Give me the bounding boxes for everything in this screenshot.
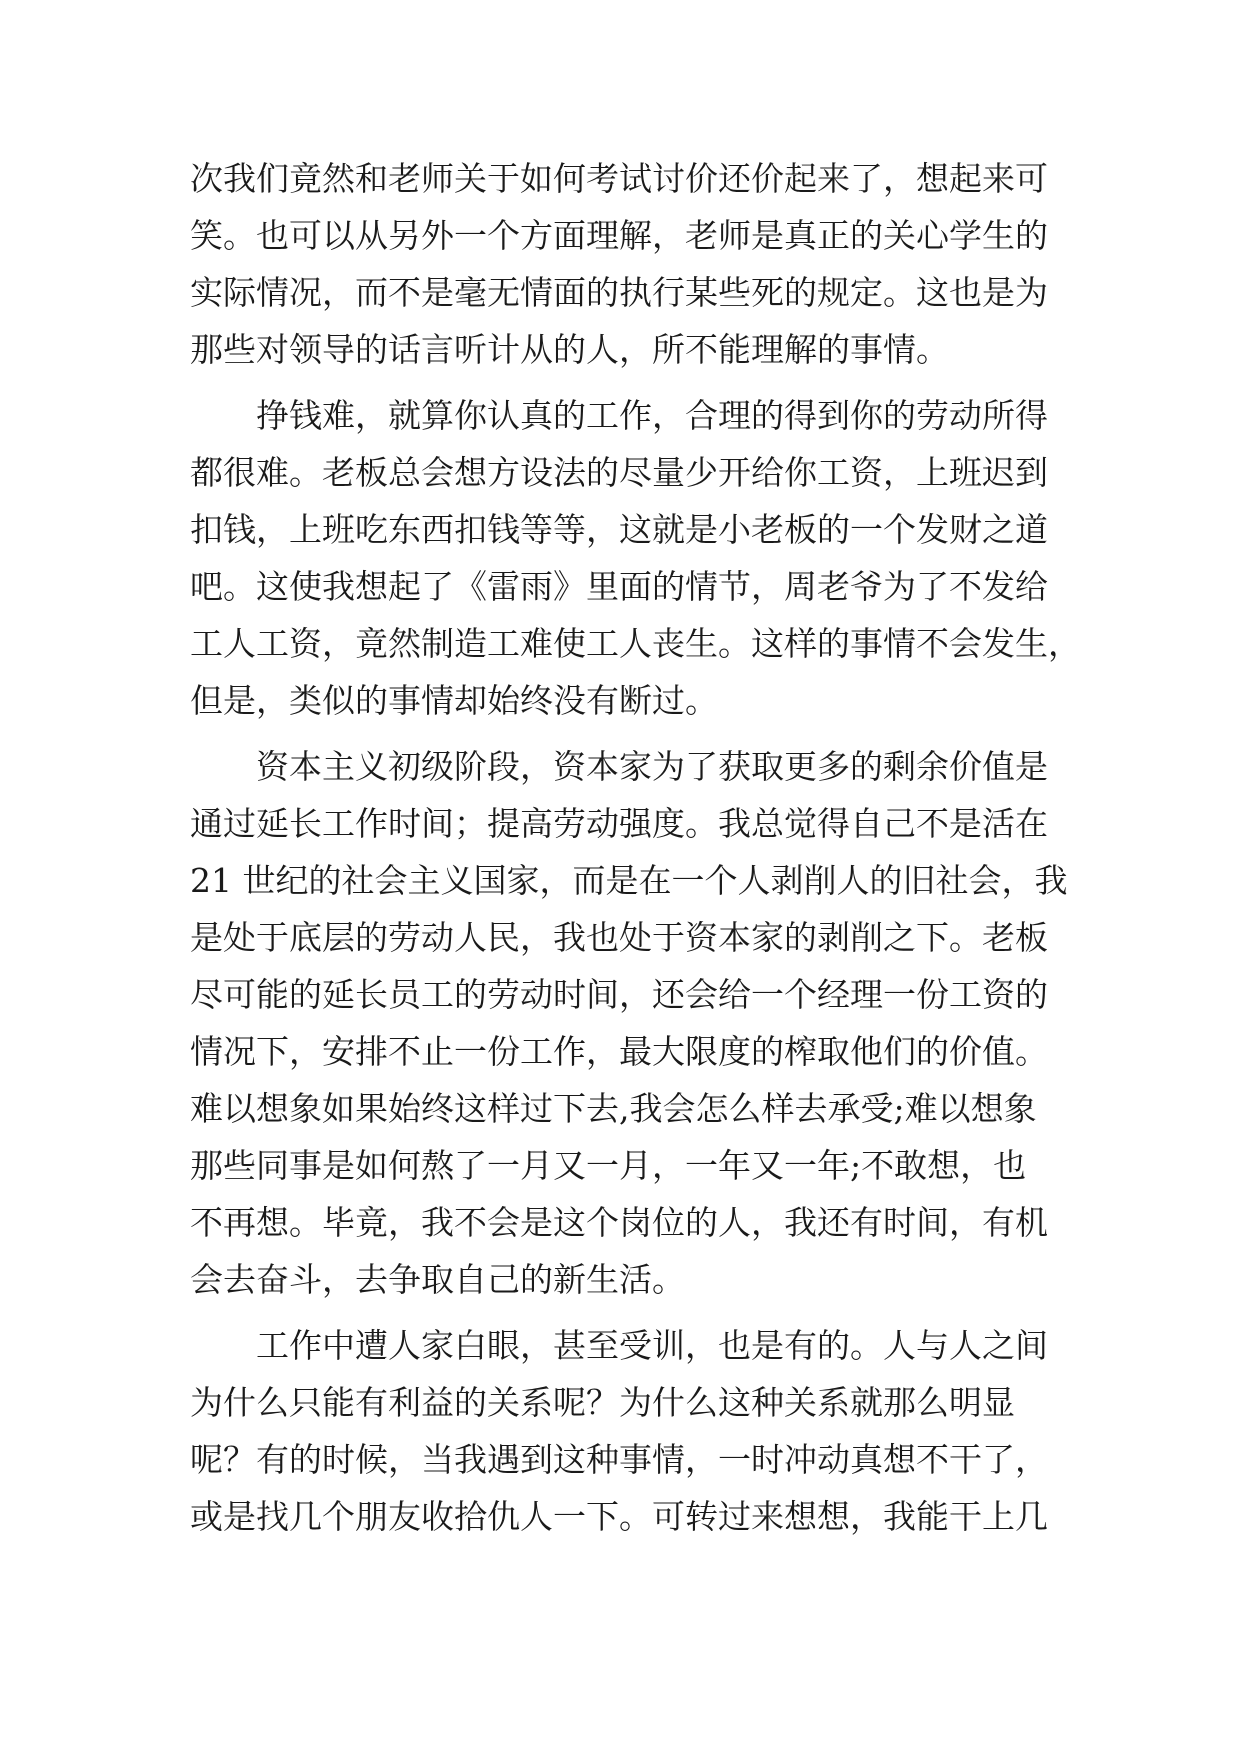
text-line: 吧。这使我想起了《雷雨》里面的情节，周老爷为了不发给 [190, 567, 1048, 606]
text-line: 为什么只能有利益的关系呢？为什么这种关系就那么明显 [190, 1383, 1015, 1422]
text-line: 或是找几个朋友收拾仇人一下。可转过来想想，我能干上几 [190, 1497, 1048, 1536]
text-line: 难以想象如果始终这样过下去,我会怎么样去承受;难以想象 [190, 1089, 1037, 1128]
text-line: 21 世纪的社会主义国家，而是在一个人剥削人的旧社会，我 [190, 861, 1068, 900]
text-line: 笑。也可以从另外一个方面理解，老师是真正的关心学生的 [190, 216, 1048, 255]
paragraph-gap [190, 378, 1065, 387]
paragraph-gap [190, 729, 1065, 738]
text-line: 工作中遭人家白眼，甚至受训，也是有的。人与人之间 [256, 1326, 1048, 1365]
text-line: 资本主义初级阶段，资本家为了获取更多的剩余价值是 [256, 747, 1048, 786]
text-line: 是处于底层的劳动人民，我也处于资本家的剥削之下。老板 [190, 918, 1048, 957]
paragraph-gap [190, 1308, 1065, 1317]
text-line: 呢？有的时候，当我遇到这种事情，一时冲动真想不干了， [190, 1440, 1048, 1479]
text-line: 挣钱难，就算你认真的工作，合理的得到你的劳动所得 [256, 396, 1048, 435]
text-line: 情况下，安排不止一份工作，最大限度的榨取他们的价值。 [190, 1032, 1048, 1071]
text-line: 那些对领导的话言听计从的人，所不能理解的事情。 [190, 330, 949, 369]
text-line: 工人工资，竟然制造工难使工人丧生。这样的事情不会发生， [190, 624, 1081, 663]
text-line: 通过延长工作时间；提高劳动强度。我总觉得自己不是活在 [190, 804, 1048, 843]
text-line: 会去奋斗，去争取自己的新生活。 [190, 1260, 685, 1299]
text-line: 次我们竟然和老师关于如何考试讨价还价起来了，想起来可 [190, 159, 1048, 198]
text-line: 尽可能的延长员工的劳动时间，还会给一个经理一份工资的 [190, 975, 1048, 1014]
paragraph [190, 150, 1065, 378]
text-line: 都很难。老板总会想方设法的尽量少开给你工资，上班迟到 [190, 453, 1048, 492]
paragraph [190, 738, 1068, 1308]
text-line: 扣钱，上班吃东西扣钱等等，这就是小老板的一个发财之道 [190, 510, 1048, 549]
paragraph [190, 1317, 1065, 1545]
text-line: 不再想。毕竟，我不会是这个岗位的人，我还有时间，有机 [190, 1203, 1048, 1242]
text-line: 那些同事是如何熬了一月又一月，一年又一年;不敢想，也 [190, 1146, 1027, 1185]
text-line: 实际情况，而不是毫无情面的执行某些死的规定。这也是为 [190, 273, 1048, 312]
paragraph [190, 387, 1081, 729]
text-line: 但是，类似的事情却始终没有断过。 [190, 681, 718, 720]
body-text [190, 150, 1081, 1545]
